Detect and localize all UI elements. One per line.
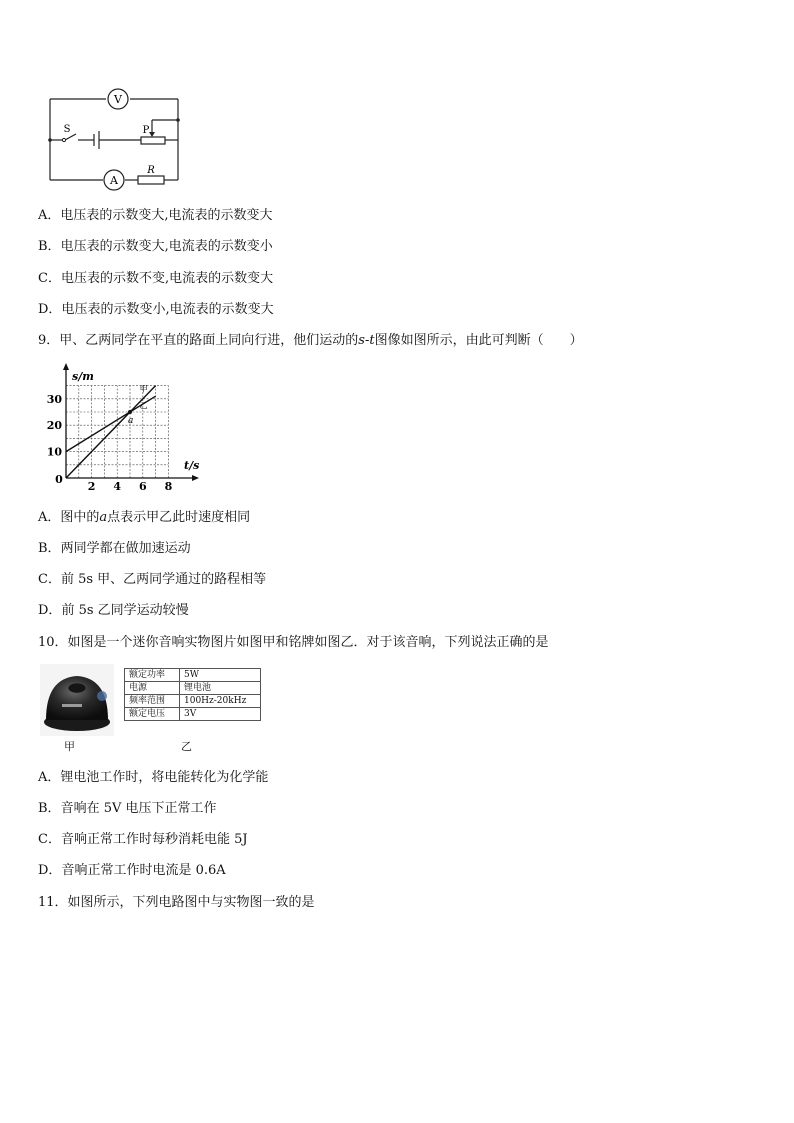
- y-tick-label: 20: [46, 419, 62, 433]
- q9-option-b: B．两同学都在做加速运动: [38, 541, 191, 556]
- q8-option-a: A．电压表的示数变大,电流表的示数变大: [38, 208, 273, 223]
- q10-option-a: A．锂电池工作时，将电能转化为化学能: [38, 770, 269, 785]
- y-axis-arrow: [63, 363, 69, 370]
- q9-option-c: C．前 5s 甲、乙两同学通过的路程相等: [38, 572, 267, 587]
- q10-option-b: B．音响在 5V 电压下正常工作: [38, 801, 217, 816]
- chart-y-axis-label: s/m: [72, 370, 94, 383]
- ammeter-label: A: [110, 174, 118, 187]
- switch-label: S: [63, 124, 71, 135]
- voltmeter-label: V: [114, 93, 122, 106]
- slider-label: P: [142, 125, 150, 136]
- annotation-point: [128, 410, 132, 414]
- q11-stem: 11．如图所示，下列电路图中与实物图一致的是: [38, 895, 315, 910]
- resistor-label: R: [147, 165, 155, 176]
- chart-origin-label: 0: [55, 473, 63, 486]
- x-tick-label: 4: [113, 480, 122, 493]
- q8-option-d: D．电压表的示数变小,电流表的示数变大: [38, 302, 274, 317]
- spec-plate: [124, 668, 261, 721]
- q9-stem: 9．甲、乙两同学在平直的路面上同向行进，他们运动的s-t图像如图所示，由此可判断（ ）: [38, 333, 583, 348]
- circuit-diagram: [40, 88, 190, 188]
- y-tick-label: 30: [46, 392, 62, 406]
- speaker-photo: [40, 664, 114, 736]
- x-tick-label: 8: [164, 480, 173, 493]
- caption-yi: 乙: [181, 740, 192, 753]
- series-label: 乙: [139, 401, 148, 411]
- q10-stem: 10．如图是一个迷你音响实物图片如图甲和铭牌如图乙．对于该音响，下列说法正确的是: [38, 635, 549, 650]
- x-axis-arrow: [192, 475, 199, 481]
- q8-option-b: B．电压表的示数变大,电流表的示数变小: [38, 239, 273, 254]
- caption-jia: 甲: [64, 740, 75, 753]
- annotation-label: a: [128, 416, 134, 426]
- q9-option-d: D．前 5s 乙同学运动较慢: [38, 603, 189, 618]
- table-row: 额定功率 5W: [125, 669, 261, 682]
- chart-x-axis-label: t/s: [184, 459, 200, 472]
- q9-option-a: A．图中的a点表示甲乙此时速度相同: [38, 510, 251, 525]
- q10-option-d: D．音响正常工作时电流是 0.6A: [38, 863, 226, 878]
- table-row: 额定电压 3V: [125, 708, 261, 721]
- st-chart: [46, 362, 200, 493]
- table-row: 电源 锂电池: [125, 682, 261, 695]
- series-line: [66, 386, 156, 478]
- series-label: 甲: [139, 384, 148, 394]
- q10-option-c: C．音响正常工作时每秒消耗电能 5J: [38, 832, 248, 847]
- y-tick-label: 10: [46, 445, 62, 459]
- table-row: 频率范围 100Hz-20kHz: [125, 695, 261, 708]
- q8-option-c: C．电压表的示数不变,电流表的示数变大: [38, 271, 274, 286]
- x-tick-label: 6: [138, 480, 147, 493]
- x-tick-label: 2: [87, 480, 96, 493]
